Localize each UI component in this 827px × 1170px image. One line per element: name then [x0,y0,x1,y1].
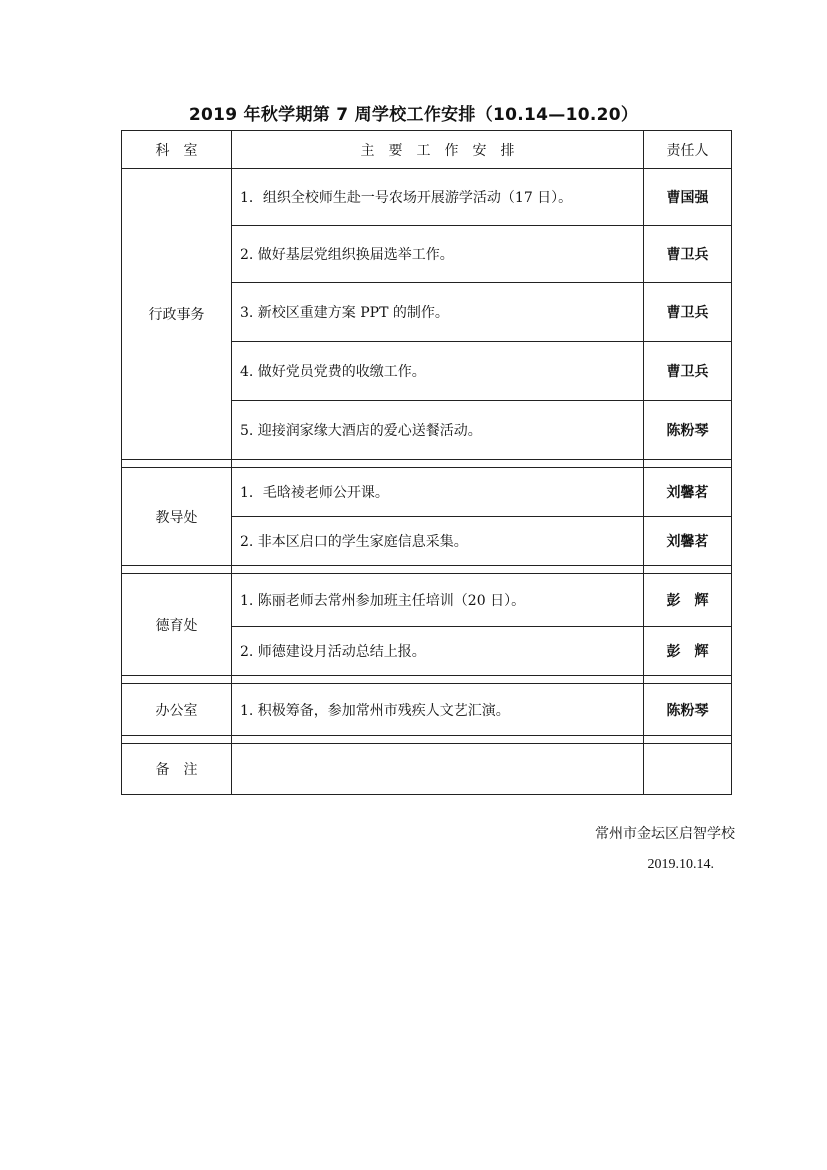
owner-cell: 曹卫兵 [644,283,732,342]
header-row [122,131,732,169]
document-date: 2019.10.14. [647,857,714,872]
task-cell: 5. 迎接润家缘大酒店的爱心送餐活动。 [232,401,644,460]
document-title: 2019 年秋学期第 7 周学校工作安排（10.14—10.20） [188,105,639,125]
owner-cell: 彭 辉 [644,627,732,676]
header-owner: 责任人 [644,131,732,169]
section-divider [122,566,732,574]
table-row [122,169,732,226]
section-divider [122,676,732,684]
dept-admin: 行政事务 [122,169,232,460]
task-cell: 2. 做好基层党组织换届选举工作。 [232,226,644,283]
task-cell: 1．毛晗祾老师公开课。 [232,468,644,517]
remarks-label: 备 注 [122,744,232,795]
owner-cell: 彭 辉 [644,574,732,627]
owner-cell: 曹卫兵 [644,342,732,401]
section-divider [122,736,732,744]
dept-academic: 教导处 [122,468,232,566]
dept-office: 办公室 [122,684,232,736]
table-row [122,574,732,627]
header-dept: 科 室 [122,131,232,169]
task-cell: 2. 师德建设月活动总结上报。 [232,627,644,676]
owner-cell: 曹卫兵 [644,226,732,283]
dept-moral: 德育处 [122,574,232,676]
task-cell: 1．组织全校师生赴一号农场开展游学活动（17 日）。 [232,169,644,226]
task-cell: 4. 做好党员党费的收缴工作。 [232,342,644,401]
task-cell: 3. 新校区重建方案 PPT 的制作。 [232,283,644,342]
owner-cell: 刘馨茗 [644,517,732,566]
remarks-owner [644,744,732,795]
owner-cell: 曹国强 [644,169,732,226]
task-cell: 1. 积极筹备，参加常州市残疾人文艺汇演。 [232,684,644,736]
remarks-row [122,744,732,795]
task-cell: 2. 非本区启口的学生家庭信息采集。 [232,517,644,566]
table-row [122,468,732,517]
schedule-table [121,130,732,795]
school-name: 常州市金坛区启智学校 [595,826,735,842]
table-row [122,684,732,736]
remarks-content [232,744,644,795]
owner-cell: 陈粉琴 [644,401,732,460]
owner-cell: 刘馨茗 [644,468,732,517]
task-cell: 1. 陈丽老师去常州参加班主任培训（20 日）。 [232,574,644,627]
header-tasks: 主 要 工 作 安 排 [232,131,644,169]
owner-cell: 陈粉琴 [644,684,732,736]
section-divider [122,460,732,468]
